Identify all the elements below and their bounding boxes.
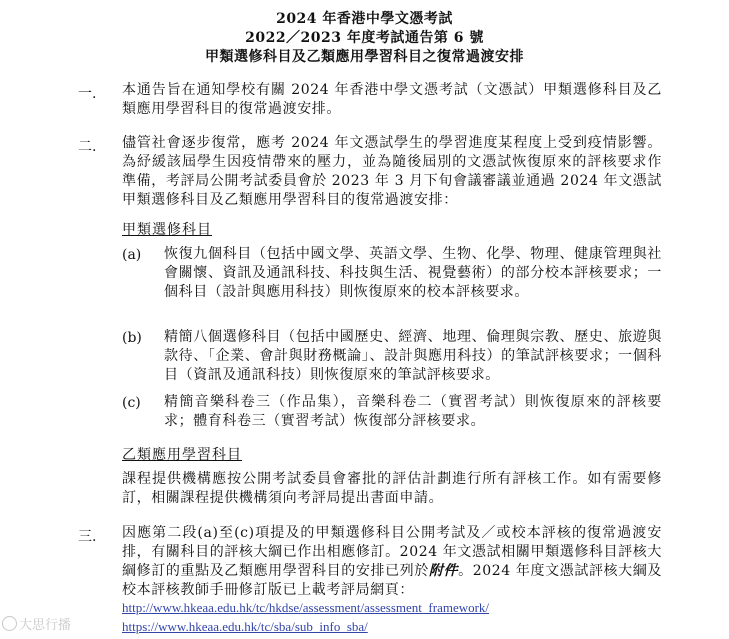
item-a-marker: (a) <box>122 247 142 263</box>
section-1-number: 一. <box>78 86 97 102</box>
category-b-text: 課程提供機構應按公開考試委員會審批的評估計劃進行所有評核工作。如有需要修訂，相關課程提供機構須向考評局提出書面申請。 <box>122 471 662 506</box>
notice-title-number: 2022／2023 年度考試通告第 6 號 <box>245 30 484 46</box>
section-2-text: 儘管社會逐步復常，應考 2024 年文憑試學生的學習進度某程度上受到疫情影響。為紓緩該屆學生因疫情帶來的壓力，並為隨後屆別的文憑試恢復原來的評核要求作準備，考評局公開考試委員會於 2023 年 3 月下旬會議審議並通過 2024 年文憑試甲類選修科目及乙類應用學習科目的復常過渡安排： <box>122 135 662 208</box>
sba-info-link[interactable]: https://www.hkeaa.edu.hk/tc/sba/sub_info_sba/ <box>122 619 368 634</box>
section-3-number: 三. <box>78 529 97 545</box>
item-b-text: 精簡八個選修科目（包括中國歷史、經濟、地理、倫理與宗教、歷史、旅遊與款待、「企業、會計與財務概論」、設計與應用科技）的筆試評核要求；一個科目（資訊及通訊科技）則恢復原來的筆試評核要求。 <box>164 329 662 383</box>
item-c-text: 精簡音樂科卷三（作品集），音樂科卷二（實習考試）則恢復原來的評核要求；體育科卷三（實習考試）恢復部分評核要求。 <box>164 394 662 429</box>
category-b-heading: 乙類應用學習科目 <box>122 447 242 463</box>
notice-title-subject: 甲類選修科目及乙類應用學習科目之復常過渡安排 <box>205 49 524 65</box>
watermark <box>2 614 71 633</box>
assessment-framework-link[interactable]: http://www.hkeaa.edu.hk/tc/hkdse/assessment/assessment_framework/ <box>122 600 490 615</box>
item-c-marker: (c) <box>122 395 141 411</box>
section-3-text <box>122 524 662 600</box>
category-a-heading: 甲類選修科目 <box>122 222 212 238</box>
watermark-text: 大思行播 <box>19 618 72 633</box>
section-3-text-before: 因應第二段(a)至(c)項提及的甲類選修科目公開考試及／或校本評核的復常過渡安排，有關科目的評核大綱已作出相應修訂。2024 年文憑試相關甲類選修科目評核大綱修訂的重點及乙類應用學習科目的安排已列於 <box>122 525 662 579</box>
attachment-label: 附件 <box>428 563 459 579</box>
section-2-number: 二. <box>78 139 97 155</box>
notice-title-exam: 2024 年香港中學文憑考試 <box>276 11 453 27</box>
item-b-marker: (b) <box>122 330 142 346</box>
item-a-text: 恢復九個科目（包括中國文學、英語文學、生物、化學、物理、健康管理與社會關懷、資訊及通訊科技、科技與生活、視覺藝術）的部分校本評核要求；一個科目（設計與應用科技）則恢復原來的校本評核要求。 <box>164 246 662 300</box>
watermark-logo-icon <box>2 616 17 631</box>
section-1-text: 本通告旨在通知學校有關 2024 年香港中學文憑考試（文憑試）甲類選修科目及乙類應用學習科目的復常過渡安排。 <box>122 82 662 117</box>
section-3-text-after: 。2024 年度文憑試評核大綱及校本評核教師手冊修訂版已上載考評局網頁： <box>122 563 662 598</box>
